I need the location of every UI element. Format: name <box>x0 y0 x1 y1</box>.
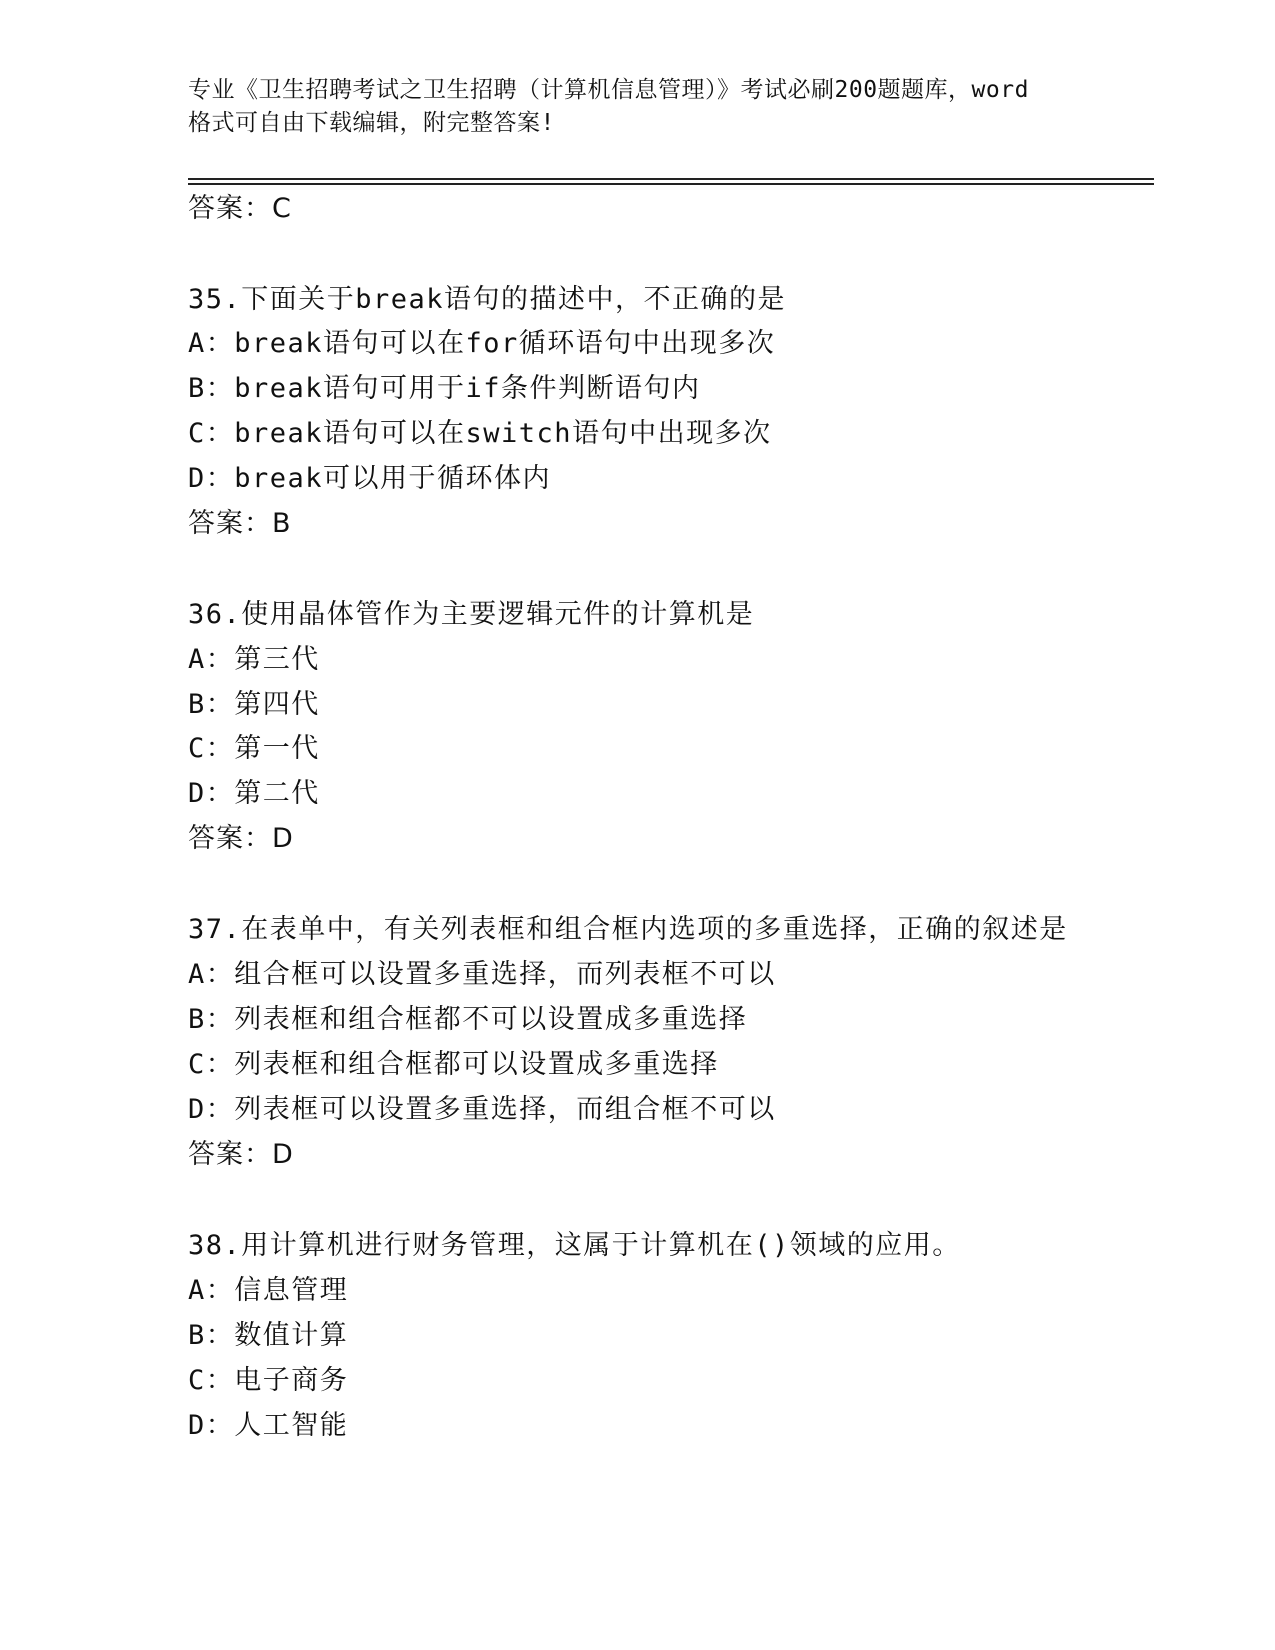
question-35-option-a: A：break语句可以在for循环语句中出现多次 <box>188 328 776 359</box>
question-37-option-c: C：列表框和组合框都可以设置成多重选择 <box>188 1049 719 1080</box>
question-35-option-b: B：break语句可用于if条件判断语句内 <box>188 373 701 404</box>
question-37-option-d: D：列表框可以设置多重选择，而组合框不可以 <box>188 1094 776 1125</box>
question-36-option-a: A：第三代 <box>188 644 320 675</box>
question-35-stem: 35.下面关于break语句的描述中，不正确的是 <box>188 284 787 315</box>
question-36-option-d: D：第二代 <box>188 778 320 809</box>
question-38-stem: 38.用计算机进行财务管理，这属于计算机在()领域的应用。 <box>188 1230 961 1261</box>
question-36-stem: 36.使用晶体管作为主要逻辑元件的计算机是 <box>188 599 755 630</box>
question-35-option-c: C：break语句可以在switch语句中出现多次 <box>188 418 772 449</box>
question-38-option-b: B：数值计算 <box>188 1320 349 1351</box>
question-36-option-b: B：第四代 <box>188 689 320 720</box>
document-header <box>188 74 1088 140</box>
question-36-option-c: C：第一代 <box>188 733 320 764</box>
header-divider-bottom <box>188 183 1154 185</box>
header-line-2: 格式可自由下载编辑，附完整答案! <box>188 110 555 136</box>
question-38-option-c: C：电子商务 <box>188 1365 349 1396</box>
question-38-option-d: D：人工智能 <box>188 1410 349 1441</box>
header-divider-top <box>188 178 1154 180</box>
question-35-answer: 答案：B <box>188 508 292 539</box>
question-37-answer: 答案：D <box>188 1139 294 1170</box>
header-line-1: 专业《卫生招聘考试之卫生招聘（计算机信息管理）》考试必刷200题题库，word <box>188 77 1029 103</box>
question-35-option-d: D：break可以用于循环体内 <box>188 463 552 494</box>
question-37-option-b: B：列表框和组合框都不可以设置成多重选择 <box>188 1004 748 1035</box>
question-37-stem: 37.在表单中，有关列表框和组合框内选项的多重选择，正确的叙述是 <box>188 914 1068 945</box>
question-36-answer: 答案：D <box>188 823 294 854</box>
question-38-option-a: A：信息管理 <box>188 1275 349 1306</box>
previous-answer: 答案：C <box>188 193 292 224</box>
question-37-option-a: A：组合框可以设置多重选择，而列表框不可以 <box>188 959 776 990</box>
